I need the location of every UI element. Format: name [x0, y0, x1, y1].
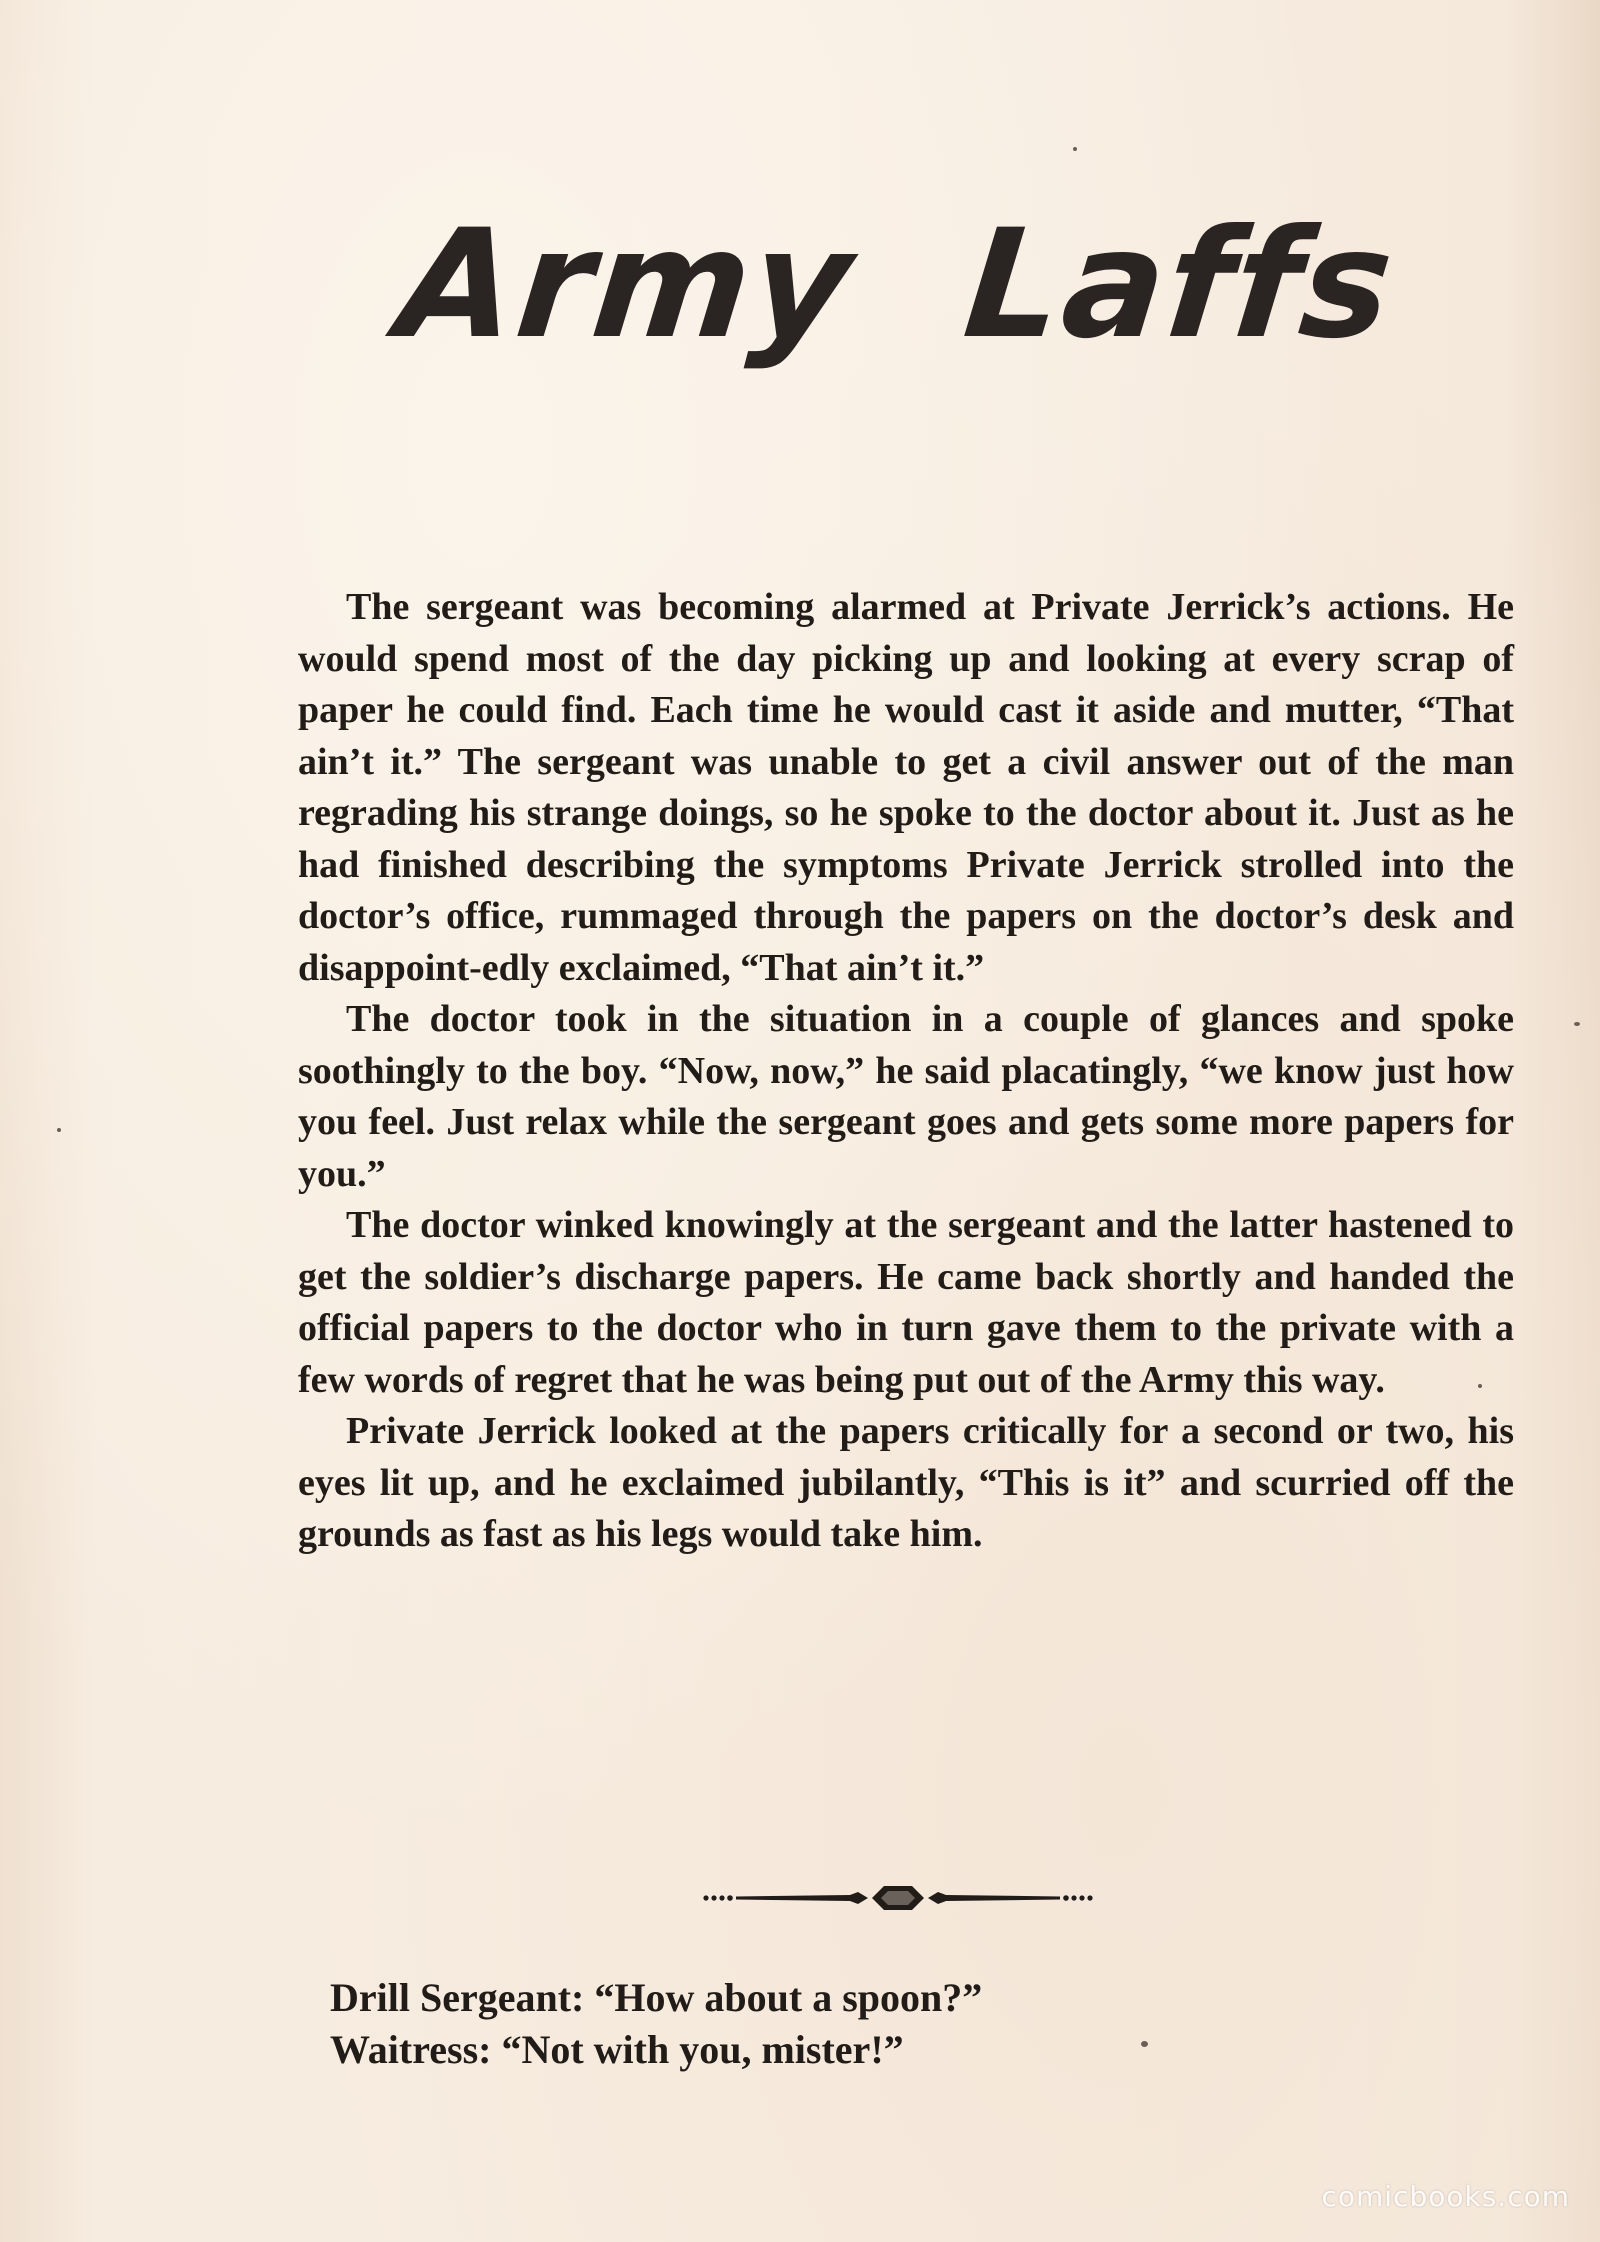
ink-speck — [1478, 1384, 1482, 1388]
story-paragraph: The doctor took in the situation in a couple of glances and spoke soothingly to the boy. “Now, now,” he said placatingly, “we know just how you feel. Just relax while the sergeant goes and gets some more papers for you.” — [298, 998, 1514, 1195]
ink-speck — [1141, 2041, 1148, 2047]
ink-speck — [1073, 147, 1077, 151]
story-text — [298, 582, 1514, 1561]
story-paragraph: Private Jerrick looked at the papers critically for a second or two, his eyes lit up, and he exclaimed jubilantly, “This is it” and scurried off the grounds as fast as his legs would take him. — [298, 1410, 1514, 1555]
watermark: comicbooks.com — [1321, 2180, 1570, 2213]
story-paragraph: The sergeant was becoming alarmed at Private Jerrick’s actions. He would spend most of the day picking up and looking at every scrap of paper he could find. Each time he would cast it aside and mutter, “That ain’t it.” The sergeant was unable to get a civil answer out of the man regrading his strange doings, so he spoke to the doctor about it. Just as he had finished describing the symptoms Private Jerrick strolled into the doctor’s office, rummaged through the papers on the doctor’s desk and disappoint-edly exclaimed, “That ain’t it.” — [298, 586, 1514, 989]
story-paragraph: The doctor winked knowingly at the sergeant and the latter hastened to get the soldier’s discharge papers. He came back shortly and handed the official papers to the doctor who in turn gave them to the private with a few words of regret that he was being put out of the Army this way. — [298, 1204, 1514, 1401]
quote-line: Drill Sergeant: “How about a spoon?” — [330, 1975, 983, 2020]
ornament-divider-icon — [700, 1878, 1096, 1918]
ink-speck — [57, 1128, 61, 1132]
page-title: Army Laffs — [390, 198, 1403, 372]
quote-line: Waitress: “Not with you, mister!” — [330, 2027, 904, 2072]
ink-speck — [1574, 1022, 1580, 1026]
joke-quote — [330, 1972, 1230, 2076]
